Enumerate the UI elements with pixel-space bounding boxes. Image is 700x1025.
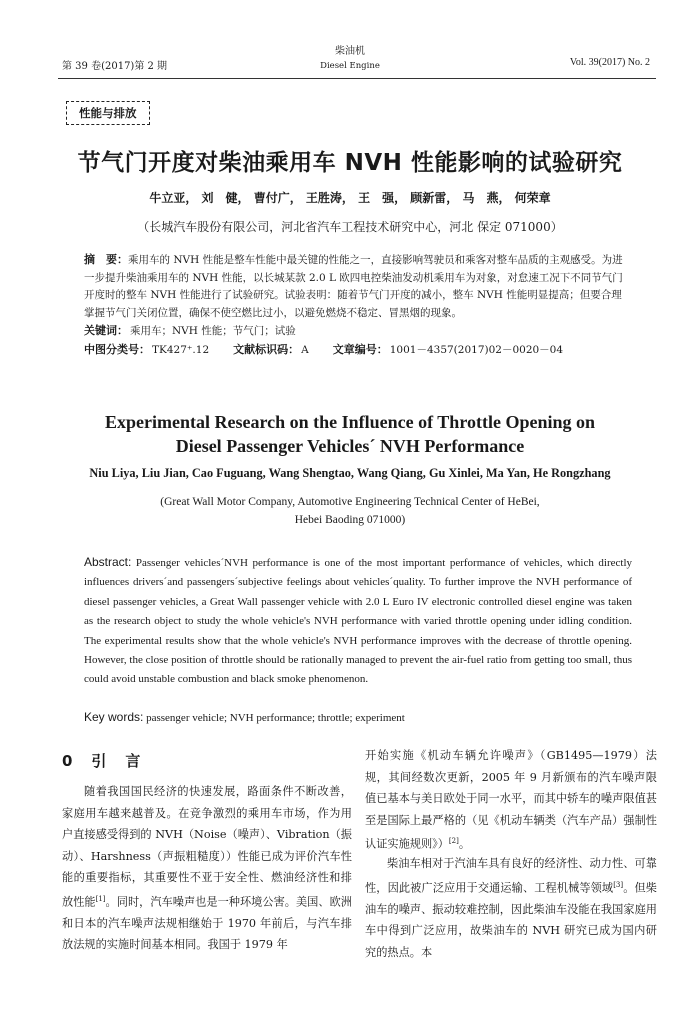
section-tag: 性能与排放 — [66, 101, 150, 125]
title-zh: 节气门开度对柴油乘用车 NVH 性能影响的试验研究 — [77, 150, 623, 176]
doc-code-value: A — [301, 343, 309, 356]
body-right-paragraph-1 — [365, 745, 657, 855]
keywords-en-label: Key words: — [84, 710, 144, 724]
affiliation-en — [0, 493, 700, 529]
clc-label: 中图分类号： — [84, 342, 150, 356]
body-right-paragraph-2 — [365, 853, 657, 963]
affiliation-zh: （长城汽车股份有限公司，河北省汽车工程技术研究中心，河北 保定 071000） — [137, 220, 563, 234]
title-en — [0, 410, 700, 458]
doc-code-label: 文献标识码： — [233, 342, 300, 356]
abstract-en — [84, 553, 632, 690]
body-right-text-1: 开始实施《机动车辆允许噪声》（GB1495—1979）法规，其间经数次更新，2005 年 9 月新颁布的汽车噪声限值已基本与美日欧处于同一水平，而其中轿车的噪声限值甚至是国际上最严格的（见《机动车辆类（汽车产品）强制性认证实施规则》） — [365, 749, 657, 851]
abstract-zh — [84, 251, 632, 322]
body-left-text-tail: 。同时，汽车噪声也是一种环境公害。美国、欧洲和日本的汽车噪声法规相继始于 1970 年前后，与汽车排放法规的实施时间基本相同。我国于 1979 年 — [62, 895, 352, 952]
abstract-zh-text: 乘用车的 NVH 性能是整车性能中最关键的性能之一，直接影响驾驶员和乘客对整车品质的主观感受。为进一步提升柴油乘用车的 NVH 性能，以长城某款 2.0 L 欧四电控柴油发动机乘用车为对象，对怠速工况下不同节气门开度时的整车 NVH 性能进行了试验研究。试验表明：随着节气门开度的减小，整车 NVH 性能明显提高；但要合理掌握节气门关闭位置，确保不使空燃比过小，以避免燃烧不稳定、冒黑烟的现象。 — [84, 254, 623, 319]
affiliation-en-line-1: (Great Wall Motor Company, Automotive Engineering Technical Center of HeBei, — [160, 496, 540, 508]
keywords-zh-label: 关键词： — [84, 324, 128, 337]
body-right-text-1-tail: 。 — [458, 837, 471, 851]
body-right-text-2-tail: 。但柴油车的噪声、振动较难控制，因此柴油车没能在我国家庭用车中得到广泛应用，故柴油车的 NVH 研究已成为国内研究的热点。本 — [365, 881, 657, 959]
abstract-zh-block — [84, 251, 632, 359]
body-left-paragraph — [62, 781, 352, 956]
affiliation-en-line-2: Hebei Baoding 071000) — [294, 514, 406, 526]
citation-3: [3] — [613, 880, 624, 889]
keywords-zh — [84, 322, 632, 341]
article-id-value: 1001－4357(2017)02－0020－04 — [389, 343, 564, 356]
journal-name-zh: 柴油机 — [335, 46, 365, 57]
journal-volume: Vol. 39(2017) No. 2 — [569, 57, 650, 68]
body-right-text-2: 柴油车相对于汽油车具有良好的经济性、动力性、可靠性，因此被广泛应用于交通运输、工程机械等领域 — [365, 857, 657, 895]
classification-line — [84, 341, 632, 360]
keywords-zh-text: 乘用车；NVH 性能；节气门；试验 — [130, 325, 296, 337]
title-en-line-1: Experimental Research on the Influence of Throttle Opening on — [105, 412, 595, 432]
title-en-line-2: Diesel Passenger Vehicles´ NVH Performance — [175, 436, 525, 456]
article-id-label: 文章编号： — [332, 342, 388, 356]
clc-value: TK427⁺.12 — [152, 343, 210, 356]
journal-name-en: Diesel Engine — [320, 61, 380, 71]
abstract-zh-label: 摘 要： — [84, 253, 128, 266]
journal-name — [300, 44, 400, 74]
keywords-en-text: passenger vehicle; NVH performance; throttle; experiment — [146, 712, 405, 724]
authors-zh: 牛立亚， 刘 健， 曹付广， 王胜涛， 王 强， 顾新雷， 马 燕， 何荣章 — [149, 191, 551, 205]
body-left-text: 随着我国国民经济的快速发展，路面条件不断改善，家庭用车越来越普及。在竞争激烈的乘用车市场，作为用户直接感受得到的 NVH（Noise（噪声）、Vibration（振动）、Harshness（声振粗糙度））性能已成为评价汽车性能的重要指标，其重要性不亚于安全性、燃油经济性和排放性能 — [62, 785, 352, 909]
keywords-en — [84, 710, 632, 724]
authors-en: Niu Liya, Liu Jian, Cao Fuguang, Wang Shengtao, Wang Qiang, Gu Xinlei, Ma Yan, He Rongzhang — [89, 466, 611, 480]
citation-1: [1] — [95, 894, 106, 903]
abstract-en-label: Abstract: — [84, 555, 132, 569]
header-rule — [58, 78, 656, 79]
section-heading: 0 引 言 — [62, 752, 143, 770]
citation-2: [2] — [448, 837, 459, 845]
journal-issue: 第 39 卷(2017)第 2 期 — [62, 61, 168, 72]
abstract-en-text: Passenger vehicles´NVH performance is one of the most important performance of vehicles, which directly influences drivers´and passengers´subjective feelings about vehicles´quality. To further improve the NVH performance of diesel passenger vehicles, a Great Wall passenger vehicle with 2.0 L Euro IV electronic controlled diesel engine was taken as the research object to study the whole vehicle's NVH performance with varied throttle opening under idling condition. The experimental results show that the whole vehicle's NVH performance improves with the decrease of throttle opening. However, the close position of throttle should be rationally managed to prevent the air-fuel ratio from getting too small, thus could avoid unstable combustion and black smoke phenomenon. — [84, 557, 633, 686]
